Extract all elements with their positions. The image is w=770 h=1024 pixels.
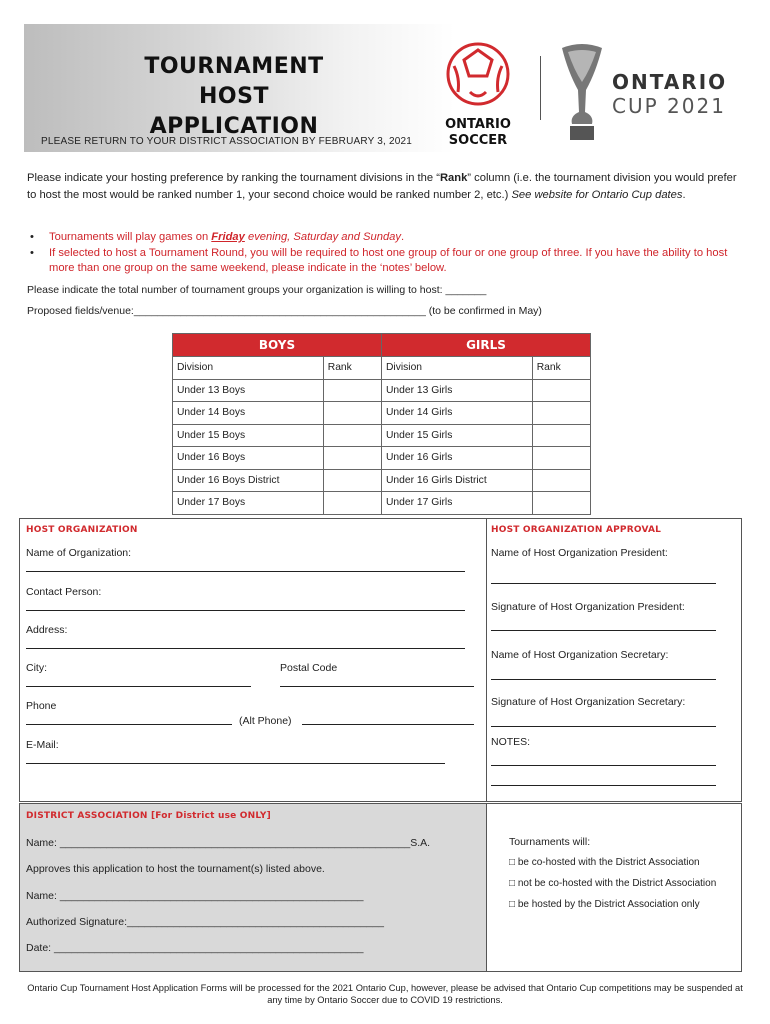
postal-code-label: Postal Code [280,662,338,674]
header-banner [24,24,742,152]
city-label: City: [26,662,47,674]
date-field[interactable]: Date: _____________________________________________________ [26,942,364,954]
table-row: Under 14 Boys Under 14 Girls [173,402,591,425]
contact-person-field[interactable] [26,610,465,611]
address-field[interactable] [26,648,465,649]
table-row: Under 16 Boys Under 16 Girls [173,447,591,470]
rank-input[interactable] [532,379,590,402]
district-association-section [19,803,742,972]
alt-phone-label: (Alt Phone) [239,715,292,727]
address-label: Address: [26,624,68,636]
approval-heading: HOST ORGANIZATION APPROVAL [491,525,662,535]
president-name-label: Name of Host Organization President: [491,547,668,559]
rank-input[interactable] [323,402,381,425]
table-row: Under 13 Boys Under 13 Girls [173,379,591,402]
ontario-soccer-logo [442,36,514,152]
column-header: Rank [532,357,590,380]
secretary-signature-field[interactable] [491,726,716,727]
approval-statement: Approves this application to host the tournament(s) listed above. [26,863,325,875]
alt-phone-field[interactable] [302,724,474,725]
bullet-list [27,230,742,277]
column-header: Rank [323,357,381,380]
authorized-signature-field[interactable]: Authorized Signature:____________________________________________ [26,916,384,928]
column-header: Division [381,357,532,380]
tournaments-will-label: Tournaments will: [509,836,591,848]
groups-count-field[interactable]: Please indicate the total number of tournament groups your organization is willing to host: _______ [27,284,487,296]
city-field[interactable] [26,686,251,687]
girls-header: GIRLS [381,334,590,357]
rank-input[interactable] [323,447,381,470]
secretary-name-field[interactable] [491,679,716,680]
president-name-field[interactable] [491,583,716,584]
phone-field[interactable] [26,724,232,725]
rank-input[interactable] [323,469,381,492]
return-deadline-note: PLEASE RETURN TO YOUR DISTRICT ASSOCIATION BY FEBRUARY 3, 2021 [41,136,413,147]
phone-label: Phone [26,700,57,712]
logo-text-soccer: SOCCER [448,133,508,148]
secretary-signature-label: Signature of Host Organization Secretary: [491,696,686,708]
not-cohosted-checkbox[interactable]: □ not be co-hosted with the District Association [509,878,717,889]
president-signature-label: Signature of Host Organization President: [491,601,685,613]
email-label: E-Mail: [26,739,59,751]
postal-code-field[interactable] [280,686,474,687]
divisions-table [172,333,591,515]
table-row: Under 15 Boys Under 15 Girls [173,424,591,447]
proposed-venue-field[interactable]: Proposed fields/venue:__________________________________________________ (to be confirmed in May) [27,305,542,317]
list-item: • Tournaments will play games on Friday evening, Saturday and Sunday. [27,230,742,246]
logo-text-ontario: ONTARIO [445,117,511,132]
president-signature-field[interactable] [491,630,716,631]
cup-title: ONTARIO [612,70,728,94]
notes-label: NOTES: [491,736,531,748]
district-association-heading: DISTRICT ASSOCIATION [For District use ONLY] [26,811,271,821]
rank-input[interactable] [532,492,590,515]
host-organization-heading: HOST ORGANIZATION [26,525,138,535]
trophy-icon [560,42,604,142]
page-title [114,52,354,142]
email-field[interactable] [26,763,445,764]
rank-input[interactable] [532,447,590,470]
rank-input[interactable] [323,492,381,515]
cup-year: CUP 2021 [612,94,726,118]
column-header: Division [173,357,324,380]
boys-header: BOYS [173,334,382,357]
rank-input[interactable] [323,424,381,447]
table-row: Under 16 Boys District Under 16 Girls District [173,469,591,492]
district-name-field[interactable]: Name: ____________________________________________________________S.A. [26,837,431,849]
list-item: • If selected to host a Tournament Round, you will be required to host one group of four or one group of three. If you have the ability to host more than one group on the same weekend, please indicate in the ‘notes’ below. [27,246,742,277]
rank-input[interactable] [532,469,590,492]
notes-line[interactable] [491,785,716,786]
rank-keyword: Rank [439,172,468,184]
cohosted-checkbox[interactable]: □ be co-hosted with the District Association [509,857,700,868]
host-organization-section [19,518,742,802]
logo-divider [540,56,541,120]
notes-line[interactable] [491,765,716,766]
contact-person-label: Contact Person: [26,586,102,598]
hosted-by-district-checkbox[interactable]: □ be hosted by the District Association only [509,899,700,910]
rank-input[interactable] [323,379,381,402]
section-divider [486,519,487,802]
tournaments-will-panel [486,804,741,971]
table-row: Under 17 Boys Under 17 Girls [173,492,591,515]
rank-input[interactable] [532,402,590,425]
title-line-1: TOURNAMENT HOST [144,54,324,109]
instructions: Please indicate your hosting preference by ranking the tournament divisions in the “Rank” column (i.e. the tournament division you would prefer to host the most would be ranked number 1, your second choice would be ranked number 2, etc.) See website for Ontario Cup dates. [27,172,737,201]
rank-input[interactable] [532,424,590,447]
website-note: See website for Ontario Cup dates [511,188,683,201]
footer-note: Ontario Cup Tournament Host Application Forms will be processed for the 2021 Ontario Cup, however, please be advised that Ontario Cup competitions may be suspended at any time by Ontario Soccer due to COVID 19 restrictions. [27,983,743,1005]
title-line-2: APPLICATION [149,114,319,139]
organization-name-field[interactable] [26,571,465,572]
secretary-name-label: Name of Host Organization Secretary: [491,649,669,661]
organization-name-label: Name of Organization: [26,547,132,559]
district-rep-name-field[interactable]: Name: ____________________________________________________ [26,890,364,902]
